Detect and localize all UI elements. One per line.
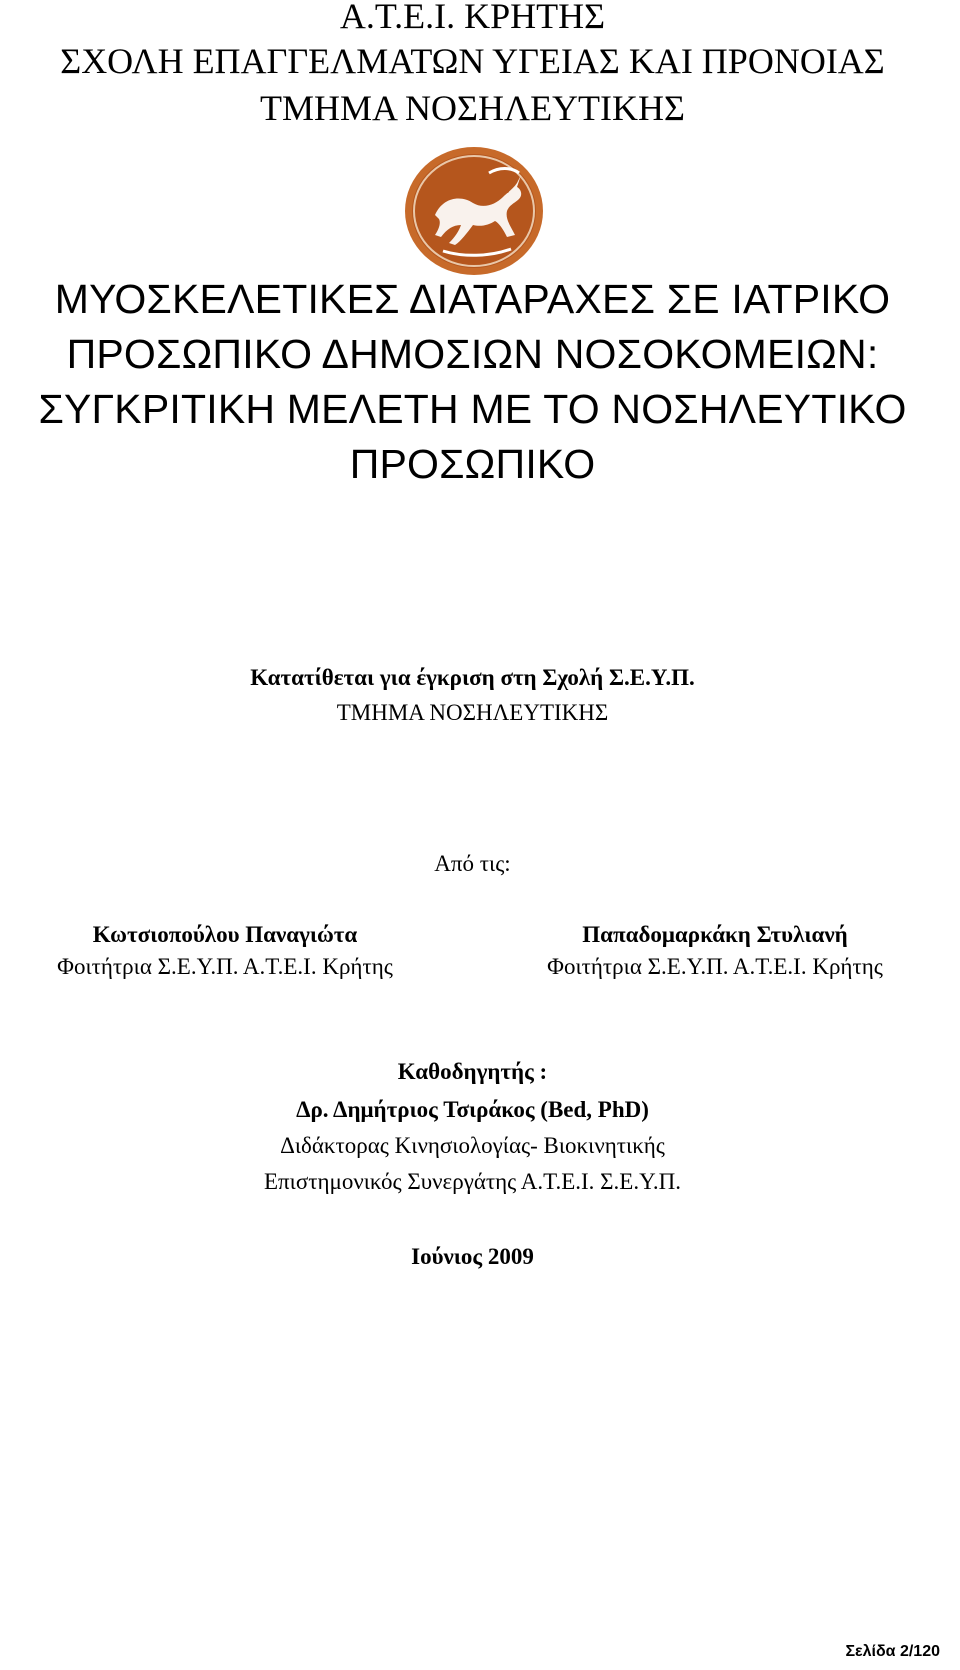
thesis-title-line-1: ΜΥΟΣΚΕΛΕΤΙΚΕΣ ΔΙΑΤΑΡΑΧΕΣ ΣΕ ΙΑΤΡΙΚΟ: [54, 276, 891, 322]
thesis-title-line-3: ΣΥΓΚΡΙΤΙΚΗ ΜΕΛΕΤΗ ΜΕ ΤΟ ΝΟΣΗΛΕΥΤΙΚΟ: [38, 386, 907, 432]
school-name: ΣΧΟΛΗ ΕΠΑΓΓΕΛΜΑΤΩΝ ΥΓΕΙΑΣ ΚΑΙ ΠΡΟΝΟΙΑΣ: [60, 41, 885, 81]
author-1-name: Κωτσιοπούλου Παναγιώτα: [92, 922, 358, 947]
thesis-title-line-4: ΠΡΟΣΩΠΙΚΟ: [349, 441, 596, 487]
supervisor-title-1: Διδάκτορας Κινησιολογίας- Βιοκινητικής: [280, 1133, 665, 1158]
institution-name: Α.Τ.Ε.Ι. ΚΡΗΤΗΣ: [339, 0, 606, 36]
page-number: Σελίδα 2/120: [845, 1643, 940, 1660]
author-2-name: Παπαδομαρκάκη Στυλιανή: [582, 922, 848, 947]
supervisor-name: Δρ. Δημήτριος Τσιράκος (Bed, PhD): [296, 1097, 649, 1122]
supervisor-title-2: Επιστημονικός Συνεργάτης Α.Τ.Ε.Ι. Σ.Ε.Υ.Π.: [264, 1169, 681, 1194]
author-2-role: Φοιτήτρια Σ.Ε.Υ.Π. Α.Τ.Ε.Ι. Κρήτης: [547, 954, 883, 979]
department-name: ΤΜΗΜΑ ΝΟΣΗΛΕΥΤΙΚΗΣ: [260, 88, 685, 128]
author-1-role: Φοιτήτρια Σ.Ε.Υ.Π. Α.Τ.Ε.Ι. Κρήτης: [57, 954, 393, 979]
authors-label: Από τις:: [434, 851, 511, 876]
submission-date: Ιούνιος 2009: [411, 1244, 534, 1269]
supervisor-label: Καθοδηγητής :: [397, 1059, 548, 1084]
thesis-title-line-2: ΠΡΟΣΩΠΙΚΟ ΔΗΜΟΣΙΩΝ ΝΟΣΟΚΟΜΕΙΩΝ:: [66, 331, 879, 377]
bull-seal-icon: [403, 145, 545, 277]
submission-statement: Κατατίθεται για έγκριση στη Σχολή Σ.Ε.Υ.Π.: [250, 665, 695, 690]
submission-department: ΤΜΗΜΑ ΝΟΣΗΛΕΥΤΙΚΗΣ: [336, 700, 609, 725]
